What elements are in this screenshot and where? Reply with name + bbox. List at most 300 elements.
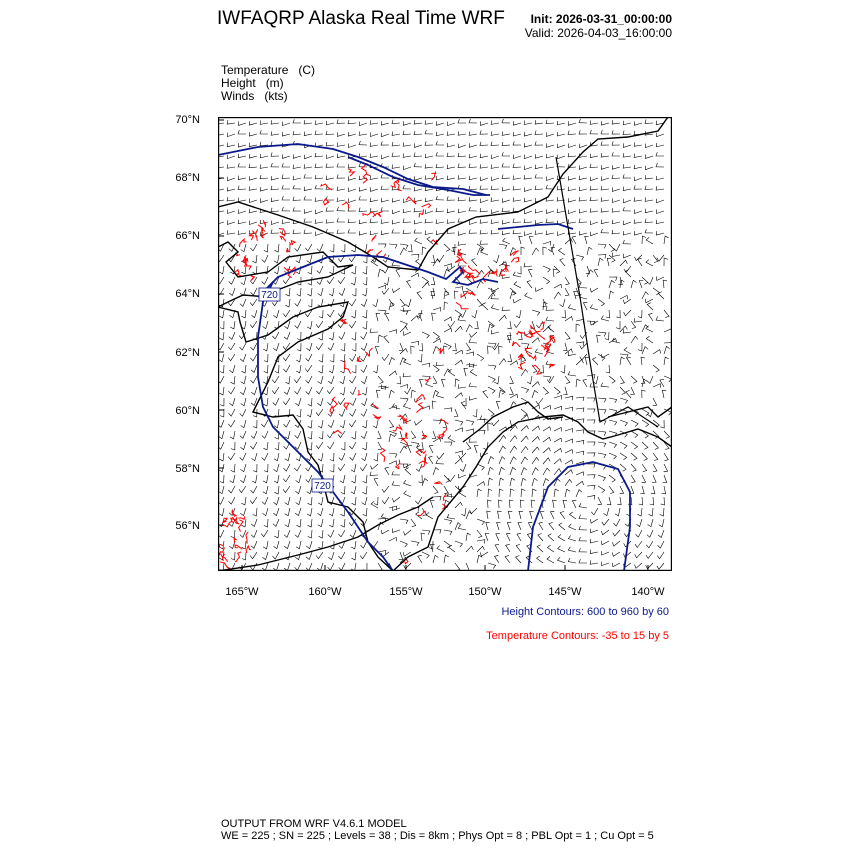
wind-barb	[327, 431, 334, 438]
wind-barb	[403, 373, 411, 377]
wind-barb	[327, 387, 334, 394]
wind-barb	[660, 508, 664, 516]
wind-barb	[229, 332, 235, 339]
wind-barb	[593, 358, 599, 366]
wind-barb	[381, 133, 389, 137]
wind-barb	[583, 302, 587, 310]
wind-barb	[271, 198, 279, 202]
wind-barb	[631, 464, 636, 472]
wind-barb	[477, 270, 484, 277]
wind-barb	[252, 475, 257, 483]
wind-barb	[623, 329, 631, 333]
wind-barb	[590, 177, 598, 181]
wind-barb	[565, 429, 573, 433]
wind-barb	[557, 209, 565, 213]
wind-barb	[304, 155, 312, 159]
wind-barb	[284, 387, 290, 395]
wind-barb	[371, 464, 379, 469]
wind-barb	[653, 464, 657, 472]
wind-barb	[565, 450, 573, 454]
wind-barb	[260, 142, 268, 146]
valid-time: Valid: 2026-04-03_16:00:00	[524, 26, 672, 40]
temperature-contour	[518, 354, 523, 360]
wind-barb	[359, 153, 367, 157]
wind-barb	[612, 120, 620, 124]
height-contour-legend: Height Contours: 600 to 960 by 60	[501, 606, 669, 618]
wind-barb	[477, 248, 483, 255]
wind-barb	[601, 383, 609, 387]
wind-barb	[304, 209, 312, 213]
wind-barb	[634, 197, 642, 201]
wind-barb	[532, 468, 538, 475]
wind-barb	[480, 121, 488, 125]
wind-barb	[350, 530, 356, 538]
wind-barb	[400, 385, 408, 389]
wind-barb	[351, 563, 356, 571]
wind-barb	[305, 365, 312, 372]
wind-barb	[657, 255, 664, 261]
wind-barb	[317, 508, 323, 516]
wind-barb	[513, 219, 521, 223]
height-contour-label-2: 720	[314, 481, 331, 492]
wind-barb	[351, 486, 356, 494]
wind-barb	[242, 541, 246, 549]
wind-barb	[609, 280, 615, 288]
wind-barb	[282, 220, 290, 224]
wind-barb	[264, 464, 268, 472]
wind-barb	[315, 219, 323, 223]
wind-barb	[337, 154, 345, 158]
wind-barb	[319, 365, 324, 373]
wind-barb	[338, 277, 345, 284]
wind-barb	[623, 174, 631, 178]
wind-barb	[242, 266, 247, 274]
wind-barb	[361, 409, 367, 416]
wind-barb	[403, 331, 411, 335]
wind-barb	[352, 288, 356, 296]
wind-barb	[295, 387, 301, 394]
lat-label-62: 62°N	[175, 347, 200, 359]
wind-barb	[470, 369, 477, 376]
wind-barb	[284, 464, 291, 471]
wind-barb	[308, 420, 312, 428]
wind-barb	[492, 420, 499, 426]
wind-barb	[392, 165, 400, 169]
wind-barb	[227, 187, 235, 191]
wind-barb	[425, 219, 433, 223]
wind-barb	[477, 530, 482, 538]
wind-barb	[327, 442, 334, 449]
wind-barb	[419, 343, 423, 351]
wind-barb	[656, 317, 664, 322]
wind-barb	[315, 131, 323, 135]
wind-barb	[645, 299, 653, 303]
wind-barb	[524, 232, 532, 236]
wind-barb	[568, 305, 576, 311]
wind-barb	[251, 365, 257, 372]
wind-barb	[326, 131, 334, 135]
wind-barb	[634, 177, 642, 181]
wind-barb	[620, 486, 624, 494]
wind-barb	[275, 486, 280, 494]
wind-barb	[382, 486, 389, 492]
wind-barb	[411, 316, 419, 321]
wind-barb	[238, 163, 246, 167]
wind-barb	[594, 269, 598, 277]
wind-barb	[631, 431, 638, 438]
wind-barb	[535, 141, 543, 145]
wind-barb	[472, 310, 477, 318]
wind-barb	[461, 508, 466, 516]
wind-barb	[616, 321, 620, 329]
wind-barb	[362, 453, 368, 461]
wind-barb	[238, 143, 246, 147]
wind-barb	[444, 302, 448, 310]
wind-barb	[274, 475, 279, 483]
wind-barb	[598, 431, 606, 436]
wind-barb	[477, 540, 485, 544]
wind-barb	[285, 497, 290, 505]
wind-barb	[330, 464, 334, 472]
wind-barb	[382, 497, 389, 504]
wind-barbs-layer	[218, 119, 672, 571]
wind-barb	[579, 130, 587, 134]
wind-barb	[249, 186, 257, 190]
wind-barb	[263, 310, 268, 318]
wind-barb	[227, 177, 235, 181]
lat-label-56: 56°N	[175, 520, 200, 532]
wind-barb	[249, 221, 257, 225]
wind-barb	[403, 464, 411, 468]
wind-barb	[524, 132, 532, 136]
wind-barb	[590, 232, 598, 236]
wind-barb	[576, 481, 584, 486]
wind-barb	[249, 143, 257, 147]
wind-barb	[535, 231, 543, 235]
wind-barb	[516, 556, 521, 564]
wind-barb	[416, 464, 422, 471]
wind-barb	[273, 497, 279, 505]
wind-barb	[477, 482, 485, 486]
wind-barb	[360, 464, 367, 471]
wind-barb	[274, 464, 280, 472]
wind-barb	[425, 130, 433, 134]
wind-barb	[502, 187, 510, 191]
wind-barb	[466, 352, 474, 356]
wind-barb	[455, 563, 460, 571]
wind-barb	[464, 368, 468, 376]
wind-barb	[260, 187, 268, 191]
wind-barb	[307, 255, 312, 263]
wind-barb	[474, 445, 478, 453]
wind-barb	[274, 541, 280, 549]
wind-barb	[429, 445, 433, 453]
wind-barb	[264, 354, 268, 362]
wind-barb	[316, 321, 323, 328]
wind-barb	[607, 497, 611, 505]
wind-barb	[425, 142, 433, 146]
wind-barb	[421, 533, 425, 541]
wind-barb	[509, 376, 513, 384]
wind-barb	[585, 236, 589, 244]
wind-barb	[653, 350, 661, 354]
wind-barb	[477, 489, 482, 497]
wind-barb	[601, 220, 609, 224]
wind-barb	[249, 132, 257, 136]
wind-barb	[251, 486, 258, 493]
wind-barb	[609, 453, 616, 459]
wind-barb	[480, 154, 488, 158]
wind-barb	[447, 143, 455, 147]
wind-barb	[374, 478, 378, 486]
wind-barb	[546, 209, 554, 213]
wind-barb	[339, 453, 345, 460]
wind-barb	[647, 303, 653, 310]
wind-barb	[645, 175, 653, 179]
wind-barb	[361, 398, 367, 406]
wind-barb	[432, 431, 436, 439]
wind-barb	[315, 175, 323, 179]
wind-barb	[568, 198, 576, 202]
map-title: IWFAQRP Alaska Real Time WRF	[217, 8, 505, 29]
wind-barb	[238, 154, 246, 158]
wind-barb	[480, 240, 488, 244]
wind-barb	[264, 365, 268, 373]
wind-barb	[499, 244, 507, 249]
wind-barb	[411, 541, 419, 546]
wind-barb	[617, 497, 621, 505]
temperature-contour	[280, 236, 285, 241]
wind-barb	[576, 360, 584, 366]
wind-barb	[491, 305, 499, 311]
wind-barb	[524, 143, 532, 147]
wind-barb	[392, 210, 400, 214]
wind-barb	[282, 207, 290, 211]
wind-barb	[630, 387, 634, 395]
wind-barb	[419, 442, 423, 450]
wind-barb	[469, 383, 477, 387]
wind-barb	[587, 398, 595, 402]
wind-barb	[307, 508, 312, 516]
wind-barb	[546, 120, 554, 124]
wind-barb	[285, 376, 290, 384]
wind-barb	[283, 365, 290, 372]
wind-barb	[480, 416, 488, 421]
wind-barb	[535, 165, 543, 169]
wind-barb	[543, 247, 547, 255]
wind-barb	[565, 376, 570, 384]
wind-barb	[392, 528, 400, 532]
temperature-contour	[372, 235, 377, 242]
wind-barb	[319, 310, 323, 318]
wind-barb	[532, 437, 540, 443]
wind-barb	[296, 354, 301, 362]
wind-barb	[389, 244, 397, 248]
wind-barb	[521, 409, 527, 416]
temperature-contour	[431, 172, 436, 180]
wind-barb	[568, 176, 576, 180]
wind-barb	[362, 442, 367, 450]
wind-barb	[612, 141, 620, 145]
wind-barb	[436, 460, 444, 464]
wind-barb	[549, 522, 554, 530]
wind-barb	[426, 512, 433, 519]
wind-barb	[337, 218, 345, 222]
wind-barb	[306, 376, 312, 383]
wind-barb	[656, 186, 664, 190]
wind-barb	[404, 359, 411, 365]
wind-barb	[317, 244, 323, 251]
wind-barb	[414, 187, 422, 191]
wind-barb	[488, 467, 493, 475]
wind-barb	[389, 453, 397, 458]
wind-barb	[664, 431, 670, 439]
wind-barb	[623, 131, 631, 135]
wind-barb	[296, 475, 301, 483]
lat-label-58: 58°N	[175, 463, 200, 475]
wind-barb	[308, 497, 312, 505]
wind-barb	[554, 406, 562, 410]
wind-barb	[250, 442, 257, 449]
lon-label-145: 145°W	[548, 586, 582, 598]
height-contour-interior-east	[498, 224, 573, 229]
wind-barb	[329, 508, 334, 516]
wind-barb	[656, 133, 664, 137]
wind-barb	[540, 365, 544, 373]
wind-barb	[433, 468, 439, 476]
wind-barb	[664, 357, 669, 365]
wind-barb	[465, 563, 469, 571]
wind-barb	[271, 208, 279, 212]
wind-barb	[249, 154, 257, 158]
wind-barb	[546, 164, 554, 168]
wind-barb	[557, 121, 565, 125]
wind-barb	[525, 293, 532, 299]
wind-barb	[229, 497, 236, 504]
wind-barb	[361, 354, 367, 361]
wind-barb	[403, 219, 411, 223]
wind-barb	[609, 486, 614, 494]
wind-barb	[513, 121, 521, 125]
wind-barb	[285, 299, 290, 307]
wind-barb	[352, 343, 356, 351]
wind-barb	[550, 511, 554, 519]
wind-barb	[579, 559, 587, 563]
wind-barb	[411, 254, 419, 258]
wind-barb	[447, 153, 455, 157]
wind-barb	[219, 332, 224, 340]
wind-barb	[543, 277, 550, 284]
wind-barb	[656, 176, 664, 180]
wind-barb	[220, 475, 224, 483]
wind-barb	[521, 478, 526, 486]
wind-barb	[642, 347, 648, 354]
wind-barb	[444, 530, 452, 535]
wind-barb	[609, 277, 617, 281]
temperature-contour	[290, 241, 296, 245]
wind-barb	[348, 144, 356, 148]
wind-barb	[513, 230, 521, 234]
wind-barb	[565, 288, 569, 296]
wind-barb	[480, 552, 488, 556]
temperature-contour	[246, 546, 251, 553]
wind-barb	[510, 489, 514, 497]
temperature-contour	[344, 361, 350, 374]
wind-barb	[543, 479, 549, 487]
wind-barb	[316, 409, 323, 416]
temperature-contour	[419, 209, 424, 217]
wind-barb	[612, 165, 620, 169]
wind-barb	[377, 431, 381, 439]
wind-barb	[400, 541, 407, 547]
wind-barb	[274, 255, 279, 263]
wind-barb	[513, 155, 521, 159]
wind-barb	[455, 360, 463, 365]
wind-barb	[392, 497, 400, 502]
wind-barb	[510, 436, 517, 442]
wind-barb	[419, 475, 423, 483]
wind-barb	[625, 270, 631, 277]
wind-barb	[543, 437, 551, 442]
wind-barb	[293, 230, 301, 234]
wind-barb	[284, 541, 290, 549]
wind-barb	[480, 142, 488, 146]
wind-barb	[647, 530, 653, 537]
wind-barb	[532, 478, 538, 486]
wind-barb	[359, 208, 367, 212]
lat-label-64: 64°N	[175, 288, 200, 300]
wind-barb	[498, 511, 502, 519]
temperature-contour	[419, 458, 428, 464]
wind-barb	[261, 420, 268, 427]
wind-barb	[240, 431, 246, 438]
wind-barb	[565, 479, 572, 486]
wind-barb	[315, 164, 323, 168]
wind-barb	[283, 310, 290, 317]
wind-barb	[601, 551, 609, 555]
wind-barb	[477, 519, 485, 525]
wind-barb	[348, 219, 356, 223]
wind-barb	[238, 198, 246, 202]
wind-barb	[517, 533, 521, 541]
wind-barb	[598, 332, 606, 337]
wind-barb	[510, 446, 517, 453]
wind-barb	[568, 352, 576, 356]
wind-barb	[590, 186, 598, 190]
wind-barb	[620, 295, 628, 299]
wind-barb	[469, 186, 477, 190]
wind-barb	[560, 511, 565, 519]
wind-barb	[341, 354, 346, 362]
wind-barb	[319, 354, 323, 362]
wind-barb	[241, 277, 246, 285]
wind-barb	[352, 552, 357, 560]
wind-barb	[634, 154, 642, 158]
wind-barb	[535, 120, 543, 124]
wind-barb	[425, 154, 433, 158]
wind-barb	[360, 552, 367, 559]
temperature-contour	[457, 249, 462, 254]
wind-barb	[579, 119, 587, 123]
wind-barb	[612, 541, 620, 546]
wind-barb	[554, 438, 562, 442]
wind-barb	[283, 475, 290, 482]
wind-barb	[579, 526, 587, 530]
wind-barb	[242, 552, 246, 560]
wind-barb	[436, 362, 444, 366]
wind-barb	[495, 544, 499, 552]
gulf-of-alaska-coast	[463, 402, 563, 442]
